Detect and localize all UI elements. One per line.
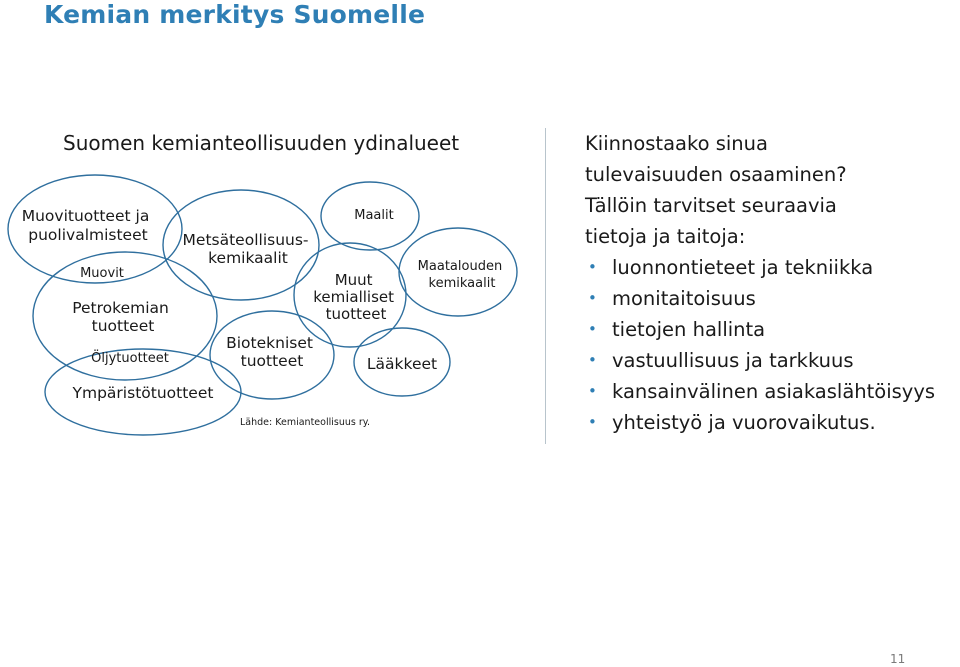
venn-diagram: [0, 0, 545, 440]
skill-text: kansainvälinen asiakaslähtöisyys: [612, 380, 936, 403]
skill-text: tietojen hallinta: [612, 318, 766, 341]
area-muut-line3: tuotteet: [325, 305, 387, 323]
intro-line: Tällöin tarvitset seuraavia: [585, 194, 837, 217]
svg-text:Öljytuotteet: [91, 349, 169, 366]
source-note: Lähde: Kemianteollisuus ry.: [240, 417, 371, 428]
page-number: 11: [890, 652, 906, 666]
bullet-icon: •: [588, 289, 597, 307]
area-maatalous-line2: kemikaalit: [428, 276, 496, 291]
skill-text: yhteistyö ja vuorovaikutus.: [612, 411, 876, 434]
area-muovit: Muovit: [80, 266, 124, 281]
skill-text: monitaitoisuus: [612, 287, 756, 310]
skills-list: [585, 252, 960, 438]
area-maatalous-line1: Maatalouden: [417, 259, 503, 274]
area-muut-line1: Muut: [334, 271, 373, 289]
intro-line: tulevaisuuden osaaminen?: [585, 163, 847, 186]
area-metsateollisuus-line1: Metsäteollisuus-: [182, 231, 309, 249]
area-biotekniset-line2: tuotteet: [240, 352, 304, 370]
area-petrokemian-line1: Petrokemian: [72, 299, 169, 317]
area-ymparistotuotteet: Ympäristötuotteet: [72, 384, 214, 402]
intro-line: Kiinnostaako sinua: [585, 132, 768, 155]
area-petrokemian-line2: tuotteet: [91, 317, 155, 335]
svg-text:Lääkkeet: [367, 355, 437, 373]
svg-text:Muovituotteet ja puolivalm: [22, 207, 155, 244]
skill-item: [585, 314, 960, 345]
bullet-icon: •: [588, 351, 597, 369]
bullet-icon: •: [588, 413, 597, 431]
bullet-icon: •: [588, 258, 597, 276]
area-oljytuotteet: Öljytuotteet: [91, 351, 169, 366]
slide-title: Kemian merkitys Suomelle: [44, 0, 426, 29]
svg-text:Maalit: [354, 208, 393, 223]
bullet-icon: •: [588, 320, 597, 338]
svg-text:Maatalouden kemikaalit: [418, 259, 507, 291]
skill-item: [585, 345, 960, 376]
svg-text:Muovit: [80, 266, 124, 281]
area-maalit: Maalit: [354, 208, 394, 223]
area-metsateollisuus-line2: kemikaalit: [208, 249, 288, 267]
svg-text:Muut kemialliset tuott: [313, 271, 399, 323]
skill-text: vastuullisuus ja tarkkuus: [612, 349, 854, 372]
svg-text:Ympäristötuotteet: [72, 384, 214, 402]
skill-item: [585, 283, 960, 314]
skill-text: luonnontieteet ja tekniikka: [612, 256, 874, 279]
skill-item: [585, 252, 960, 283]
svg-text:Metsäteollisuus- kemikaali: [183, 231, 314, 267]
area-muut-line2: kemialliset: [313, 288, 394, 306]
area-biotekniset-line1: Biotekniset: [226, 334, 313, 352]
svg-text:Petrokemian tuotteet: [72, 299, 174, 335]
svg-text:Biotekniset tuotteet: [226, 334, 318, 370]
intro-line: tietoja ja taitoja:: [585, 225, 746, 248]
area-laakkeet: Lääkkeet: [366, 355, 438, 373]
diagram-title: Suomen kemianteollisuuden ydinalueet: [63, 131, 460, 155]
skills-panel: [585, 128, 960, 438]
skill-item: [585, 376, 960, 407]
skill-item: [585, 407, 960, 438]
bullet-icon: •: [588, 382, 597, 400]
area-muovituotteet-line1: Muovituotteet ja: [21, 207, 150, 225]
area-muovituotteet-line2: puolivalmisteet: [28, 226, 148, 244]
divider: [545, 128, 546, 444]
